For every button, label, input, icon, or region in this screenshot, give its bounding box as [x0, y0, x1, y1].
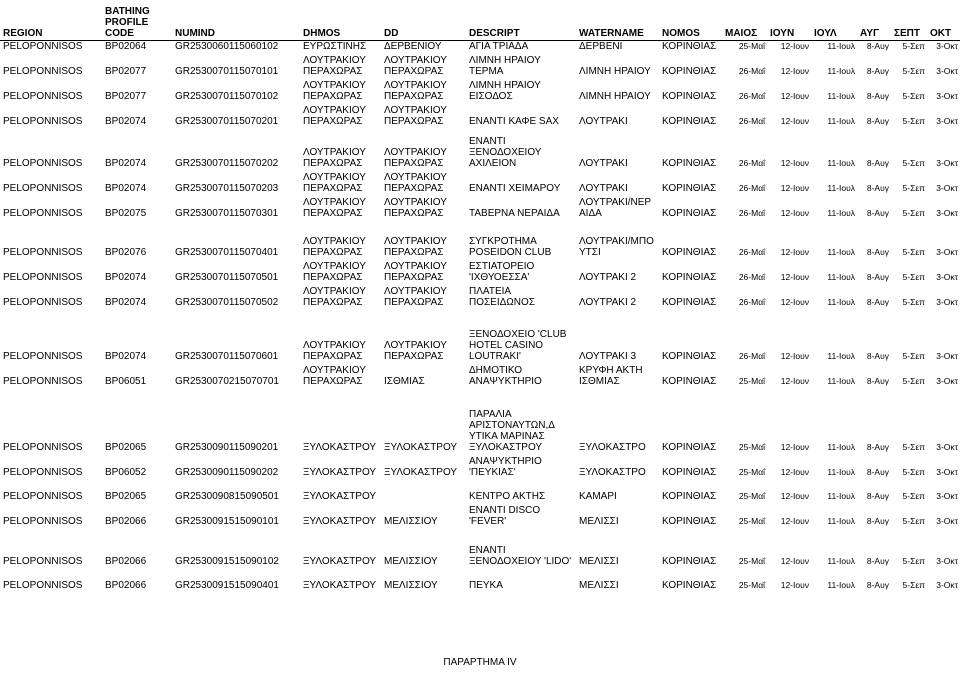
region-cell: PELOPONNISOS — [3, 157, 83, 169]
header-september: ΣΕΠΤ — [891, 0, 927, 40]
region-cell: PELOPONNISOS — [3, 90, 83, 102]
nomos-cell: ΚΟΡΙΝΘΙΑΣ — [662, 490, 717, 502]
code-cell: BP02074 — [105, 296, 147, 308]
code-cell: BP02064 — [105, 40, 147, 52]
october-date-cell: 3-Οκτ — [936, 207, 958, 218]
september-date-cell: 5-Σεπ — [902, 246, 925, 257]
october-date-cell: 3-Οκτ — [936, 515, 958, 526]
numind-cell: GR2530070115070101 — [175, 65, 279, 77]
header-nomos: NOMOS — [659, 0, 722, 40]
header-july: ΙΟΥΛ — [811, 0, 857, 40]
header-june: ΙΟΥΝ — [767, 0, 811, 40]
september-date-cell: 5-Σεπ — [902, 90, 925, 101]
dd-cell: ΛΟΥΤΡΑΚΙΟΥ ΠΕΡΑΧΩΡΑΣ — [384, 171, 447, 194]
may-date-cell: 26-Μαΐ — [738, 271, 765, 282]
numind-cell: GR2530090115090202 — [175, 466, 279, 478]
descript-cell: ΑΓΙΑ ΤΡΙΑΔΑ — [469, 40, 529, 52]
october-date-cell: 3-Οκτ — [936, 40, 958, 51]
region-cell: PELOPONNISOS — [3, 271, 83, 283]
region-cell: PELOPONNISOS — [3, 246, 83, 258]
header-region: REGION — [0, 0, 102, 40]
numind-cell: GR2530070115070203 — [175, 182, 279, 194]
code-cell: BP02077 — [105, 90, 147, 102]
september-date-cell: 5-Σεπ — [902, 207, 925, 218]
june-date-cell: 12-Ιουν — [780, 515, 809, 526]
may-date-cell: 26-Μαΐ — [738, 115, 765, 126]
august-date-cell: 8-Αυγ — [866, 296, 889, 307]
code-cell: BP06052 — [105, 466, 147, 478]
code-cell: BP02065 — [105, 490, 147, 502]
nomos-cell: ΚΟΡΙΝΘΙΑΣ — [662, 271, 717, 283]
region-cell: PELOPONNISOS — [3, 182, 83, 194]
october-date-cell: 3-Οκτ — [936, 555, 958, 566]
may-date-cell: 26-Μαΐ — [738, 296, 765, 307]
september-date-cell: 5-Σεπ — [902, 115, 925, 126]
header-october: ΟΚΤ — [927, 0, 960, 40]
header-descript: DESCRIPT — [466, 0, 576, 40]
code-cell: BP02075 — [105, 207, 147, 219]
table-row — [0, 234, 960, 259]
dd-cell: ΜΕΛΙΣΣΙΟΥ — [384, 579, 438, 591]
watername-cell: ΛΟΥΤΡΑΚΙ — [579, 182, 628, 194]
june-date-cell: 12-Ιουν — [780, 271, 809, 282]
dd-cell: ΔΕΡΒΕΝΙΟΥ — [384, 40, 442, 52]
region-cell: PELOPONNISOS — [3, 515, 83, 527]
june-date-cell: 12-Ιουν — [780, 40, 809, 51]
region-cell: PELOPONNISOS — [3, 490, 83, 502]
code-cell: BP02066 — [105, 515, 147, 527]
region-cell: PELOPONNISOS — [3, 579, 83, 591]
may-date-cell: 26-Μαΐ — [738, 90, 765, 101]
august-date-cell: 8-Αυγ — [866, 115, 889, 126]
region-cell: PELOPONNISOS — [3, 296, 83, 308]
table-row — [0, 309, 960, 363]
august-date-cell: 8-Αυγ — [866, 555, 889, 566]
may-date-cell: 25-Μαΐ — [738, 375, 765, 386]
dd-cell: ΛΟΥΤΡΑΚΙΟΥ ΠΕΡΑΧΩΡΑΣ — [384, 104, 447, 127]
code-cell: BP06051 — [105, 375, 147, 387]
table-row — [0, 284, 960, 309]
numind-cell: GR2530090115090201 — [175, 441, 279, 453]
spacer-cell — [0, 479, 960, 491]
august-date-cell: 8-Αυγ — [866, 246, 889, 257]
spacer-cell — [0, 220, 960, 234]
october-date-cell: 3-Οκτ — [936, 157, 958, 168]
descript-cell: ΕΝΑΝΤΙ ΧΕΙΜΑΡΟΥ — [469, 182, 561, 194]
nomos-cell: ΚΟΡΙΝΘΙΑΣ — [662, 296, 717, 308]
descript-cell: ΛΙΜΝΗ ΗΡΑΙΟΥ ΤΕΡΜΑ — [469, 54, 541, 77]
september-date-cell: 5-Σεπ — [902, 182, 925, 193]
dd-cell: ΛΟΥΤΡΑΚΙΟΥ ΠΕΡΑΧΩΡΑΣ — [384, 235, 447, 258]
nomos-cell: ΚΟΡΙΝΘΙΑΣ — [662, 207, 717, 219]
nomos-cell: ΚΟΡΙΝΘΙΑΣ — [662, 466, 717, 478]
october-date-cell: 3-Οκτ — [936, 65, 958, 76]
october-date-cell: 3-Οκτ — [936, 115, 958, 126]
september-date-cell: 5-Σεπ — [902, 375, 925, 386]
region-cell: PELOPONNISOS — [3, 555, 83, 567]
october-date-cell: 3-Οκτ — [936, 490, 958, 501]
header-may: ΜΑΙΟΣ — [722, 0, 767, 40]
region-cell: PELOPONNISOS — [3, 441, 83, 453]
table-row — [0, 454, 960, 479]
descript-cell: ΕΝΑΝΤΙ ΞΕΝΟΔΟΧΕΙΟΥ ΑΧΙΛΕΙΟΝ — [469, 135, 542, 169]
dd-cell: ΛΟΥΤΡΑΚΙΟΥ ΠΕΡΑΧΩΡΑΣ — [384, 285, 447, 308]
nomos-cell: ΚΟΡΙΝΘΙΑΣ — [662, 375, 717, 387]
september-date-cell: 5-Σεπ — [902, 555, 925, 566]
dd-cell: ΞΥΛΟΚΑΣΤΡΟΥ — [384, 441, 458, 453]
spacer-row — [0, 220, 960, 234]
code-cell: BP02076 — [105, 246, 147, 258]
region-cell: PELOPONNISOS — [3, 65, 83, 77]
code-cell: BP02074 — [105, 157, 147, 169]
header-row — [0, 0, 960, 40]
header-dhmos: DHMOS — [300, 0, 381, 40]
table-row — [0, 580, 960, 592]
may-date-cell: 26-Μαΐ — [738, 350, 765, 361]
august-date-cell: 8-Αυγ — [866, 441, 889, 452]
descript-cell: ΠΑΡΑΛΙΑ ΑΡΙΣΤΟΝΑΥΤΩΝ,Δ ΥΤΙΚΑ ΜΑΡΙΝΑΣ ΞΥΛΟΚΑΣΤΡΟΥ — [469, 408, 555, 453]
dhmos-cell: ΞΥΛΟΚΑΣΤΡΟΥ — [303, 555, 377, 567]
june-date-cell: 12-Ιουν — [780, 296, 809, 307]
july-date-cell: 11-Ιουλ — [827, 40, 855, 51]
descript-cell: ΑΝΑΨΥΚΤΗΡΙΟ 'ΠΕΥΚΙΑΣ' — [469, 455, 542, 478]
numind-cell: GR2530070115070502 — [175, 296, 279, 308]
october-date-cell: 3-Οκτ — [936, 296, 958, 307]
nomos-cell: ΚΟΡΙΝΘΙΑΣ — [662, 350, 717, 362]
september-date-cell: 5-Σεπ — [902, 515, 925, 526]
descript-cell: ΛΙΜΝΗ ΗΡΑΙΟΥ ΕΙΣΟΔΟΣ — [469, 79, 541, 102]
dd-cell: ΛΟΥΤΡΑΚΙΟΥ ΠΕΡΑΧΩΡΑΣ — [384, 196, 447, 219]
july-date-cell: 11-Ιουλ — [827, 441, 855, 452]
nomos-cell: ΚΟΡΙΝΘΙΑΣ — [662, 246, 717, 258]
may-date-cell: 25-Μαΐ — [738, 555, 765, 566]
july-date-cell: 11-Ιουλ — [827, 157, 855, 168]
code-cell: BP02074 — [105, 350, 147, 362]
october-date-cell: 3-Οκτ — [936, 375, 958, 386]
september-date-cell: 5-Σεπ — [902, 296, 925, 307]
table-body — [0, 40, 960, 592]
dhmos-cell: ΞΥΛΟΚΑΣΤΡΟΥ — [303, 466, 377, 478]
dhmos-cell: ΛΟΥΤΡΑΚΙΟΥ ΠΕΡΑΧΩΡΑΣ — [303, 364, 366, 387]
descript-cell: ΣΥΓΚΡΟΤΗΜΑ POSEIDON CLUB — [469, 235, 552, 258]
descript-cell: ΕΝΑΝΤΙ ΞΕΝΟΔΟΧΕΙΟΥ 'LIDO' — [469, 544, 572, 567]
table-row — [0, 195, 960, 220]
numind-cell: GR2530060115060102 — [175, 40, 279, 52]
nomos-cell: ΚΟΡΙΝΘΙΑΣ — [662, 515, 717, 527]
descript-cell: ΕΣΤΙΑΤΟΡΕΙΟ 'ΙΧΘΥΟΕΣΣΑ' — [469, 260, 535, 283]
watername-cell: ΚΑΜΑΡΙ — [579, 490, 617, 502]
dd-cell: ΜΕΛΙΣΣΙΟΥ — [384, 555, 438, 567]
dhmos-cell: ΛΟΥΤΡΑΚΙΟΥ ΠΕΡΑΧΩΡΑΣ — [303, 171, 366, 194]
numind-cell: GR2530091515090101 — [175, 515, 279, 527]
table-row — [0, 128, 960, 170]
august-date-cell: 8-Αυγ — [866, 350, 889, 361]
july-date-cell: 11-Ιουλ — [827, 271, 855, 282]
watername-cell: ΛΟΥΤΡΑΚΙ 2 — [579, 271, 637, 283]
numind-cell: GR2530070215070701 — [175, 375, 279, 387]
june-date-cell: 12-Ιουν — [780, 441, 809, 452]
region-cell: PELOPONNISOS — [3, 207, 83, 219]
july-date-cell: 11-Ιουλ — [827, 115, 855, 126]
september-date-cell: 5-Σεπ — [902, 65, 925, 76]
dd-cell: ΛΟΥΤΡΑΚΙΟΥ ΠΕΡΑΧΩΡΑΣ — [384, 54, 447, 77]
august-date-cell: 8-Αυγ — [866, 466, 889, 477]
dhmos-cell: ΛΟΥΤΡΑΚΙΟΥ ΠΕΡΑΧΩΡΑΣ — [303, 260, 366, 283]
dd-cell: ΛΟΥΤΡΑΚΙΟΥ ΠΕΡΑΧΩΡΑΣ — [384, 146, 447, 169]
nomos-cell: ΚΟΡΙΝΘΙΑΣ — [662, 115, 717, 127]
spacer-row — [0, 568, 960, 580]
august-date-cell: 8-Αυγ — [866, 157, 889, 168]
october-date-cell: 3-Οκτ — [936, 350, 958, 361]
july-date-cell: 11-Ιουλ — [827, 555, 855, 566]
may-date-cell: 25-Μαΐ — [738, 441, 765, 452]
region-cell: PELOPONNISOS — [3, 115, 83, 127]
watername-cell: ΛΟΥΤΡΑΚΙ 2 — [579, 296, 637, 308]
july-date-cell: 11-Ιουλ — [827, 375, 855, 386]
nomos-cell: ΚΟΡΙΝΘΙΑΣ — [662, 555, 717, 567]
dd-cell: ΛΟΥΤΡΑΚΙΟΥ ΠΕΡΑΧΩΡΑΣ — [384, 260, 447, 283]
september-date-cell: 5-Σεπ — [902, 350, 925, 361]
numind-cell: GR2530070115070301 — [175, 207, 279, 219]
descript-cell: ΔΗΜΟΤΙΚΟ ΑΝΑΨΥΚΤΗΡΙΟ — [469, 364, 542, 387]
watername-cell: ΚΡΥΦΗ ΑΚΤΗ ΙΣΘΜΙΑΣ — [579, 364, 643, 387]
descript-cell: ΤΑΒΕΡΝΑ ΝΕΡΑΙΔΑ — [469, 207, 560, 219]
may-date-cell: 25-Μαΐ — [738, 579, 765, 590]
table-row — [0, 53, 960, 78]
october-date-cell: 3-Οκτ — [936, 271, 958, 282]
dhmos-cell: ΛΟΥΤΡΑΚΙΟΥ ΠΕΡΑΧΩΡΑΣ — [303, 196, 366, 219]
june-date-cell: 12-Ιουν — [780, 115, 809, 126]
july-date-cell: 11-Ιουλ — [827, 466, 855, 477]
september-date-cell: 5-Σεπ — [902, 157, 925, 168]
dd-cell: ΛΟΥΤΡΑΚΙΟΥ ΠΕΡΑΧΩΡΑΣ — [384, 79, 447, 102]
numind-cell: GR2530091515090102 — [175, 555, 279, 567]
september-date-cell: 5-Σεπ — [902, 490, 925, 501]
table-row — [0, 170, 960, 195]
october-date-cell: 3-Οκτ — [936, 441, 958, 452]
dhmos-cell: ΛΟΥΤΡΑΚΙΟΥ ΠΕΡΑΧΩΡΑΣ — [303, 339, 366, 362]
october-date-cell: 3-Οκτ — [936, 579, 958, 590]
august-date-cell: 8-Αυγ — [866, 490, 889, 501]
august-date-cell: 8-Αυγ — [866, 375, 889, 386]
dhmos-cell: ΛΟΥΤΡΑΚΙΟΥ ΠΕΡΑΧΩΡΑΣ — [303, 235, 366, 258]
july-date-cell: 11-Ιουλ — [827, 515, 855, 526]
june-date-cell: 12-Ιουν — [780, 90, 809, 101]
watername-cell: ΛΟΥΤΡΑΚΙ/ΜΠΟ ΥΤΣΙ — [579, 235, 654, 258]
code-cell: BP02066 — [105, 579, 147, 591]
july-date-cell: 11-Ιουλ — [827, 350, 855, 361]
descript-cell: ΚΕΝΤΡΟ ΑΚΤΗΣ — [469, 490, 546, 502]
june-date-cell: 12-Ιουν — [780, 555, 809, 566]
dhmos-cell: ΕΥΡΩΣΤΙΝΗΣ — [303, 40, 367, 52]
page-footer: ΠΑΡΑΡΤΗΜΑ IV — [443, 657, 517, 668]
september-date-cell: 5-Σεπ — [902, 466, 925, 477]
dd-cell: ΜΕΛΙΣΣΙΟΥ — [384, 515, 438, 527]
dhmos-cell: ΛΟΥΤΡΑΚΙΟΥ ΠΕΡΑΧΩΡΑΣ — [303, 79, 366, 102]
table-row — [0, 363, 960, 388]
region-cell: PELOPONNISOS — [3, 40, 83, 52]
october-date-cell: 3-Οκτ — [936, 90, 958, 101]
code-cell: BP02065 — [105, 441, 147, 453]
september-date-cell: 5-Σεπ — [902, 441, 925, 452]
july-date-cell: 11-Ιουλ — [827, 579, 855, 590]
july-date-cell: 11-Ιουλ — [827, 246, 855, 257]
numind-cell: GR2530070115070601 — [175, 350, 279, 362]
header-august: ΑΥΓ — [857, 0, 891, 40]
july-date-cell: 11-Ιουλ — [827, 65, 855, 76]
august-date-cell: 8-Αυγ — [866, 65, 889, 76]
may-date-cell: 26-Μαΐ — [738, 157, 765, 168]
code-cell: BP02066 — [105, 555, 147, 567]
descript-cell: ΞΕΝΟΔΟΧΕΙΟ 'CLUB HOTEL CASINO LOUTRAKI' — [469, 328, 567, 362]
july-date-cell: 11-Ιουλ — [827, 296, 855, 307]
dhmos-cell: ΞΥΛΟΚΑΣΤΡΟΥ — [303, 490, 377, 502]
region-cell: PELOPONNISOS — [3, 350, 83, 362]
august-date-cell: 8-Αυγ — [866, 579, 889, 590]
june-date-cell: 12-Ιουν — [780, 182, 809, 193]
descript-cell: ΠΕΥΚΑ — [469, 579, 503, 591]
numind-cell: GR2530070115070202 — [175, 157, 279, 169]
dhmos-cell: ΞΥΛΟΚΑΣΤΡΟΥ — [303, 441, 377, 453]
dhmos-cell: ΞΥΛΟΚΑΣΤΡΟΥ — [303, 515, 377, 527]
watername-cell: ΛΟΥΤΡΑΚΙ 3 — [579, 350, 637, 362]
august-date-cell: 8-Αυγ — [866, 515, 889, 526]
nomos-cell: ΚΟΡΙΝΘΙΑΣ — [662, 90, 717, 102]
june-date-cell: 12-Ιουν — [780, 350, 809, 361]
code-cell: BP02077 — [105, 65, 147, 77]
dhmos-cell: ΛΟΥΤΡΑΚΙΟΥ ΠΕΡΑΧΩΡΑΣ — [303, 285, 366, 308]
may-date-cell: 25-Μαΐ — [738, 40, 765, 51]
spacer-row — [0, 479, 960, 491]
nomos-cell: ΚΟΡΙΝΘΙΑΣ — [662, 40, 717, 52]
dhmos-cell: ΛΟΥΤΡΑΚΙΟΥ ΠΕΡΑΧΩΡΑΣ — [303, 54, 366, 77]
july-date-cell: 11-Ιουλ — [827, 182, 855, 193]
descript-cell: ΠΛΑΤΕΙΑ ΠΟΣΕΙΔΩΝΟΣ — [469, 285, 535, 308]
august-date-cell: 8-Αυγ — [866, 90, 889, 101]
nomos-cell: ΚΟΡΙΝΘΙΑΣ — [662, 182, 717, 194]
may-date-cell: 25-Μαΐ — [738, 490, 765, 501]
watername-cell: ΜΕΛΙΣΣΙ — [579, 579, 619, 591]
dd-cell: ΞΥΛΟΚΑΣΤΡΟΥ — [384, 466, 458, 478]
numind-cell: GR2530070115070201 — [175, 115, 279, 127]
nomos-cell: ΚΟΡΙΝΘΙΑΣ — [662, 441, 717, 453]
june-date-cell: 12-Ιουν — [780, 246, 809, 257]
dhmos-cell: ΞΥΛΟΚΑΣΤΡΟΥ — [303, 579, 377, 591]
table-row — [0, 259, 960, 284]
july-date-cell: 11-Ιουλ — [827, 490, 855, 501]
numind-cell: GR2530070115070501 — [175, 271, 279, 283]
nomos-cell: ΚΟΡΙΝΘΙΑΣ — [662, 579, 717, 591]
may-date-cell: 26-Μαΐ — [738, 182, 765, 193]
watername-cell: ΜΕΛΙΣΣΙ — [579, 555, 619, 567]
watername-cell: ΞΥΛΟΚΑΣΤΡΟ — [579, 466, 646, 478]
numind-cell: GR2530070115070401 — [175, 246, 279, 258]
watername-cell: ΔΕΡΒΕΝΙ — [579, 40, 623, 52]
code-cell: BP02074 — [105, 182, 147, 194]
numind-cell: GR2530070115070102 — [175, 90, 279, 102]
watername-cell: ΜΕΛΙΣΣΙ — [579, 515, 619, 527]
dhmos-cell: ΛΟΥΤΡΑΚΙΟΥ ΠΕΡΑΧΩΡΑΣ — [303, 146, 366, 169]
may-date-cell: 26-Μαΐ — [738, 246, 765, 257]
numind-cell: GR2530090815090501 — [175, 490, 279, 502]
june-date-cell: 12-Ιουν — [780, 65, 809, 76]
june-date-cell: 12-Ιουν — [780, 490, 809, 501]
nomos-cell: ΚΟΡΙΝΘΙΑΣ — [662, 157, 717, 169]
watername-cell: ΛΙΜΝΗ ΗΡΑΙΟΥ — [579, 65, 651, 77]
june-date-cell: 12-Ιουν — [780, 157, 809, 168]
june-date-cell: 12-Ιουν — [780, 375, 809, 386]
october-date-cell: 3-Οκτ — [936, 246, 958, 257]
header-bathing-profile-code: BATHING PROFILE CODE — [102, 0, 172, 40]
spacer-cell — [0, 568, 960, 580]
table-row — [0, 503, 960, 528]
may-date-cell: 25-Μαΐ — [738, 466, 765, 477]
spacer-cell — [0, 388, 960, 402]
watername-cell: ΛΙΜΝΗ ΗΡΑΙΟΥ — [579, 90, 651, 102]
august-date-cell: 8-Αυγ — [866, 182, 889, 193]
august-date-cell: 8-Αυγ — [866, 271, 889, 282]
july-date-cell: 11-Ιουλ — [827, 207, 855, 218]
table-row — [0, 491, 960, 503]
numind-cell: GR2530091515090401 — [175, 579, 279, 591]
watername-cell: ΞΥΛΟΚΑΣΤΡΟ — [579, 441, 646, 453]
june-date-cell: 12-Ιουν — [780, 207, 809, 218]
spacer-row — [0, 388, 960, 402]
table-row — [0, 528, 960, 568]
table-row — [0, 103, 960, 128]
header-watername: WATERNAME — [576, 0, 659, 40]
august-date-cell: 8-Αυγ — [866, 207, 889, 218]
descript-cell: ΕΝΑΝΤΙ ΚΑΦΕ SAX — [469, 115, 559, 127]
header-numind: NUMIND — [172, 0, 300, 40]
table-row — [0, 78, 960, 103]
code-cell: BP02074 — [105, 115, 147, 127]
may-date-cell: 25-Μαΐ — [738, 515, 765, 526]
dhmos-cell: ΛΟΥΤΡΑΚΙΟΥ ΠΕΡΑΧΩΡΑΣ — [303, 104, 366, 127]
september-date-cell: 5-Σεπ — [902, 40, 925, 51]
october-date-cell: 3-Οκτ — [936, 182, 958, 193]
region-cell: PELOPONNISOS — [3, 466, 83, 478]
may-date-cell: 26-Μαΐ — [738, 207, 765, 218]
watername-cell: ΛΟΥΤΡΑΚΙ — [579, 157, 628, 169]
nomos-cell: ΚΟΡΙΝΘΙΑΣ — [662, 65, 717, 77]
watername-cell: ΛΟΥΤΡΑΚΙ/ΝΕΡ ΑΙΔΑ — [579, 196, 651, 219]
code-cell: BP02074 — [105, 271, 147, 283]
watername-cell: ΛΟΥΤΡΑΚΙ — [579, 115, 628, 127]
dd-cell: ΙΣΘΜΙΑΣ — [384, 375, 425, 387]
july-date-cell: 11-Ιουλ — [827, 90, 855, 101]
june-date-cell: 12-Ιουν — [780, 579, 809, 590]
june-date-cell: 12-Ιουν — [780, 466, 809, 477]
september-date-cell: 5-Σεπ — [902, 579, 925, 590]
header-dd: DD — [381, 0, 466, 40]
september-date-cell: 5-Σεπ — [902, 271, 925, 282]
dd-cell: ΛΟΥΤΡΑΚΙΟΥ ΠΕΡΑΧΩΡΑΣ — [384, 339, 447, 362]
dd-cell — [381, 491, 466, 503]
region-cell: PELOPONNISOS — [3, 375, 83, 387]
october-date-cell: 3-Οκτ — [936, 466, 958, 477]
table-row — [0, 40, 960, 53]
descript-cell: ΕΝΑΝΤΙ DISCO 'FEVER' — [469, 504, 541, 527]
table-row — [0, 402, 960, 454]
august-date-cell: 8-Αυγ — [866, 40, 889, 51]
may-date-cell: 26-Μαΐ — [738, 65, 765, 76]
